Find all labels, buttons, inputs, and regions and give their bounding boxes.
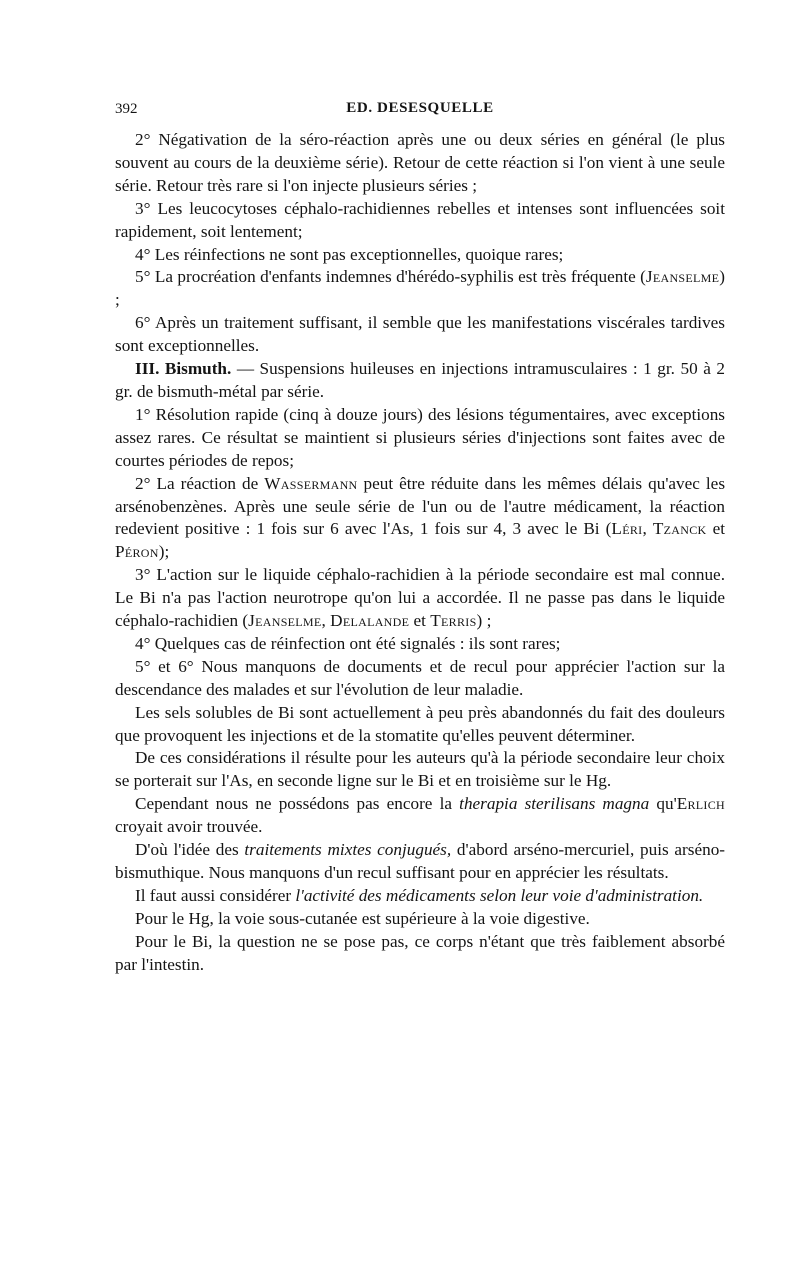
paragraph — [115, 564, 725, 633]
text-run: D'où l'idée des — [135, 840, 245, 860]
book-page — [115, 95, 725, 977]
paragraph: 4° Quelques cas de réinfection ont été signalés : ils sont rares; — [135, 633, 561, 653]
paragraph — [115, 473, 725, 565]
text-run: 3° L'action sur le liquide céphalo-rachidien à la période secondaire est mal connue. Le Bi n'a pas l'action neurotrope qu'on lui a accordée. Il ne passe pas dans le liquide céphalo-rachidien ( — [115, 565, 725, 631]
text-run: peut être réduite dans les mêmes délais qu'avec les arsénobenzènes. Après une seule série de l'un ou de l'autre médicament, la réaction redevient positive : 1 fois sur 6 avec l'As, 1 fois sur 4, 3 avec le Bi ( — [115, 473, 726, 539]
paragraph: 5° et 6° Nous manquons de documents et de recul pour apprécier l'action sur la descendance des malades et sur l'évolution de leur maladie. — [115, 656, 725, 699]
text-run: ) ; — [476, 611, 492, 631]
text-run: ); — [158, 542, 170, 562]
paragraph: 6° Après un traitement suffisant, il semble que les manifestations viscérales tardives sont exceptionnelles. — [115, 313, 725, 356]
latin-phrase: therapia sterilisans magna — [459, 794, 650, 814]
running-title: ED. DESESQUELLE — [346, 100, 494, 116]
text-run: Cependant nous ne possédons pas encore la — [135, 794, 460, 814]
text-run: Il faut aussi considérer — [135, 885, 296, 905]
paragraph: 4° Les réinfections ne sont pas exceptionnelles, quoique rares; — [135, 244, 564, 264]
paragraph: 1° Résolution rapide (cinq à douze jours) des lésions tégumentaires, avec exceptions assez rares. Ce résultat se maintient si plusieurs séries d'injections sont faites avec de courtes périodes de repos; — [115, 404, 725, 470]
text-run: , — [321, 611, 331, 631]
paragraph — [115, 358, 725, 404]
text-run: ) ; — [115, 267, 725, 310]
page-number: 392 — [115, 101, 138, 117]
paragraph: De ces considérations il résulte pour les auteurs qu'à la période secondaire leur choix se porterait sur l'As, en seconde ligne sur le Bi et en troisième sur le Hg. — [115, 748, 725, 791]
author-name: Tzanck — [652, 519, 707, 539]
paragraph: 3° Les leucocytoses céphalo-rachidiennes rebelles et intenses sont influencées soit rapidement, soit lentement; — [115, 198, 725, 241]
paragraph — [115, 793, 725, 839]
text-run: croyait avoir trouvée. — [115, 817, 263, 837]
author-name: Erlich — [676, 794, 725, 814]
page-header — [115, 95, 725, 121]
section-heading: III. Bismuth. — [135, 359, 232, 379]
paragraph — [115, 885, 725, 908]
paragraph — [115, 839, 725, 885]
paragraph: Pour le Bi, la question ne se pose pas, ce corps n'étant que très faiblement absorbé par l'intestin. — [115, 931, 725, 974]
text-run: 2° La réaction de — [135, 473, 265, 493]
author-name: Jeanselme — [645, 267, 720, 287]
text-run: 5° La procréation d'enfants indemnes d'hérédo-syphilis est très fréquente ( — [135, 267, 646, 287]
text-run: qu' — [649, 794, 677, 814]
text-run: et — [409, 611, 431, 631]
paragraph: Pour le Hg, la voie sous-cutanée est supérieure à la voie digestive. — [135, 908, 590, 928]
author-name: Wassermann — [264, 473, 358, 493]
paragraph — [115, 266, 725, 312]
paragraph: 2° Négativation de la séro-réaction après une ou deux séries en général (le plus souvent au cours de la deuxième série). Retour de cette réaction si l'on vient à une seule série. Retour très rare si l'on injecte plusieurs séries ; — [115, 130, 725, 195]
text-run: et — [706, 519, 726, 539]
author-name: Jeanselme — [248, 611, 322, 631]
text-run: — Suspensions huileuses en injections intramusculaires : 1 gr. 50 à 2 gr. de bismuth-métal par série. — [115, 359, 725, 401]
text-run: , — [642, 519, 653, 539]
paragraph: Les sels solubles de Bi sont actuellement à peu près abandonnés du fait des douleurs que provoquent les injections et de la stomatite qu'elles peuvent déterminer. — [115, 702, 725, 745]
italic-phrase: l'activité des médicaments selon leur voie d'administration. — [295, 885, 704, 905]
italic-phrase: traitements mixtes conjugués, — [244, 840, 452, 860]
text-run: d'abord arséno-mercuriel, puis arséno-bismuthique. Nous manquons d'un recul suffisant pour en apprécier les résultats. — [115, 840, 726, 882]
body-text — [115, 129, 725, 977]
author-name: Léri — [611, 519, 643, 539]
author-name: Péron — [115, 542, 159, 562]
author-name: Terris — [430, 611, 477, 631]
author-name: Delalande — [330, 611, 410, 631]
